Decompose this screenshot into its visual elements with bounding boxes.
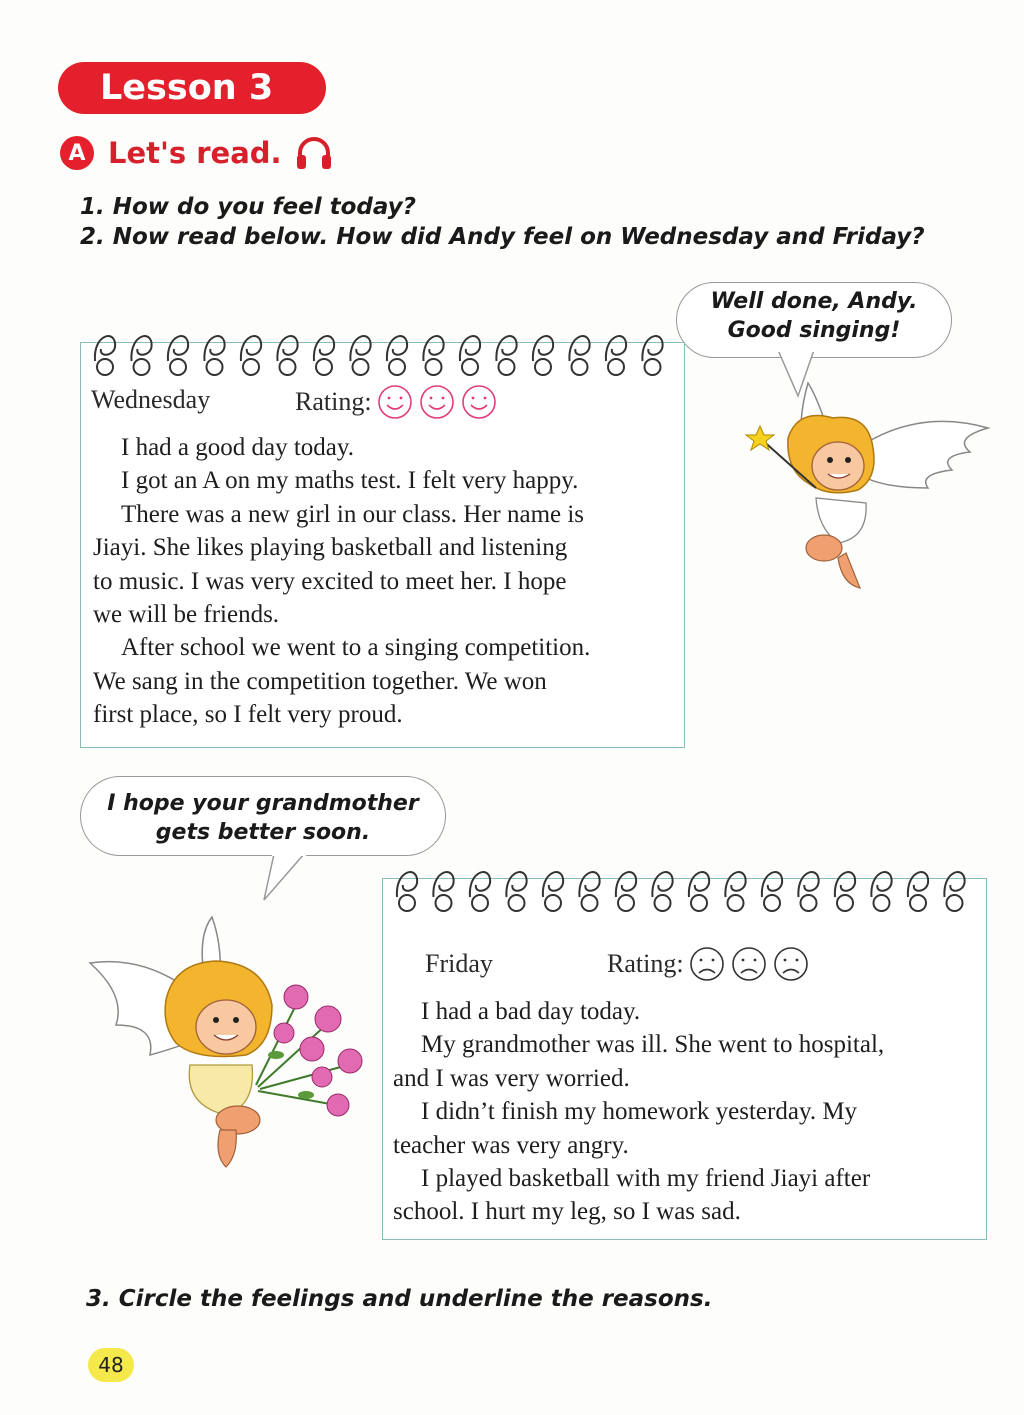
spiral-ring bbox=[460, 336, 480, 361]
paragraph-line: teacher was very angry. bbox=[393, 1131, 629, 1159]
section-heading bbox=[60, 132, 334, 174]
ring-hole bbox=[535, 359, 551, 375]
ring-hole bbox=[170, 359, 186, 375]
paragraph-line: There was a new girl in our class. Her name is bbox=[121, 500, 585, 528]
sad-face-icon bbox=[730, 945, 768, 983]
ring-hole bbox=[910, 895, 926, 911]
spiral-ring bbox=[533, 336, 553, 361]
ring-hole bbox=[462, 359, 478, 375]
paragraph-line: we will be friends. bbox=[93, 601, 280, 629]
rating-label: Rating: bbox=[607, 949, 684, 978]
smiley-face-icon bbox=[460, 383, 498, 421]
lesson-title-banner bbox=[58, 62, 326, 114]
angel-with-wand bbox=[738, 378, 994, 592]
spiral-ring bbox=[606, 336, 626, 361]
ring-hole bbox=[426, 359, 442, 375]
ring-hole bbox=[801, 895, 817, 911]
notepad-spiral-rings bbox=[81, 323, 684, 383]
bubble-top-line-2: Good singing! bbox=[727, 318, 901, 343]
ring-hole bbox=[207, 359, 223, 375]
ring-hole bbox=[134, 359, 150, 375]
ring-hole bbox=[728, 895, 744, 911]
ring-hole bbox=[399, 895, 415, 911]
ring-hole bbox=[509, 895, 525, 911]
spiral-ring bbox=[95, 336, 115, 361]
ring-hole bbox=[280, 359, 296, 375]
paragraph-line: to music. I was very excited to meet her. I hope bbox=[93, 567, 567, 595]
paragraph: I had a good day today. bbox=[121, 434, 355, 461]
paragraph-line: I played basketball with my friend Jiayi after bbox=[421, 1165, 871, 1193]
spiral-ring bbox=[496, 336, 516, 361]
question-1: 1. How do you feel today? bbox=[80, 194, 417, 220]
paragraph: I had a bad day today. bbox=[421, 998, 641, 1025]
spiral-ring bbox=[579, 872, 599, 897]
paragraph-line: Jiayi. She likes playing basketball and listening bbox=[93, 534, 568, 562]
ring-hole bbox=[837, 895, 853, 911]
bubble-bottom-tail bbox=[258, 852, 318, 904]
ring-hole bbox=[764, 895, 780, 911]
spiral-ring bbox=[725, 872, 745, 897]
smiley-face-icon bbox=[376, 383, 414, 421]
speech-bubble-top bbox=[676, 282, 952, 358]
section-title: Let's read. bbox=[108, 136, 282, 170]
speech-bubble-bottom bbox=[80, 776, 446, 856]
ring-hole bbox=[572, 359, 588, 375]
bubble-top-line-1: Well done, Andy. bbox=[710, 289, 918, 314]
bubble-bottom-line-2: gets better soon. bbox=[155, 820, 371, 845]
spiral-ring bbox=[689, 872, 709, 897]
spiral-ring bbox=[433, 872, 453, 897]
diary-text-friday bbox=[393, 995, 983, 1229]
spiral-ring bbox=[470, 872, 490, 897]
spiral-ring bbox=[506, 872, 526, 897]
spiral-ring bbox=[543, 872, 563, 897]
instruction-3: 3. Circle the feelings and underline the reasons. bbox=[86, 1286, 713, 1312]
diary-text-wednesday bbox=[93, 431, 678, 732]
ring-hole bbox=[243, 359, 259, 375]
spiral-ring bbox=[871, 872, 891, 897]
paragraph-line: We sang in the competition together. We won bbox=[93, 667, 547, 695]
spiral-ring bbox=[642, 336, 662, 361]
spiral-ring bbox=[908, 872, 928, 897]
ring-hole bbox=[582, 895, 598, 911]
spiral-ring bbox=[350, 336, 370, 361]
spiral-ring bbox=[397, 872, 417, 897]
paragraph-line: I didn’t finish my homework yesterday. My bbox=[421, 1098, 858, 1126]
spiral-ring bbox=[423, 336, 443, 361]
angel-with-flowers bbox=[86, 915, 376, 1173]
question-2: 2. Now read below. How did Andy feel on Wednesday and Friday? bbox=[80, 224, 925, 250]
spiral-ring bbox=[762, 872, 782, 897]
ring-hole bbox=[436, 895, 452, 911]
paragraph-line: After school we went to a singing competition. bbox=[121, 634, 591, 662]
spiral-ring bbox=[277, 336, 297, 361]
spiral-ring bbox=[314, 336, 334, 361]
bubble-bottom-line-1: I hope your grandmother bbox=[107, 791, 419, 816]
ring-hole bbox=[645, 359, 661, 375]
diary-wednesday bbox=[80, 342, 685, 748]
spiral-ring bbox=[241, 336, 261, 361]
page-number: 48 bbox=[88, 1348, 134, 1382]
ring-hole bbox=[353, 359, 369, 375]
ring-hole bbox=[618, 895, 634, 911]
paragraph: I got an A on my maths test. I felt very happy. bbox=[121, 467, 579, 495]
ring-hole bbox=[608, 359, 624, 375]
spiral-ring bbox=[835, 872, 855, 897]
rating-label: Rating: bbox=[295, 387, 372, 416]
ring-hole bbox=[655, 895, 671, 911]
ring-hole bbox=[691, 895, 707, 911]
smiley-face-icon bbox=[418, 383, 456, 421]
section-letter-badge: A bbox=[60, 136, 94, 170]
headphones-icon[interactable] bbox=[294, 133, 334, 173]
sad-face-icon bbox=[772, 945, 810, 983]
notepad-spiral-rings bbox=[383, 859, 986, 919]
spiral-ring bbox=[204, 336, 224, 361]
rating-wednesday bbox=[295, 383, 498, 421]
rating-friday bbox=[607, 945, 810, 983]
spiral-ring bbox=[387, 336, 407, 361]
spiral-ring bbox=[616, 872, 636, 897]
ring-hole bbox=[947, 895, 963, 911]
spiral-ring bbox=[798, 872, 818, 897]
spiral-ring bbox=[944, 872, 964, 897]
paragraph-line: My grandmother was ill. She went to hospital, bbox=[421, 1031, 885, 1059]
spiral-ring bbox=[569, 336, 589, 361]
spiral-ring bbox=[652, 872, 672, 897]
ring-hole bbox=[472, 895, 488, 911]
diary-friday bbox=[382, 878, 987, 1240]
ring-hole bbox=[499, 359, 515, 375]
paragraph-line: school. I hurt my leg, so I was sad. bbox=[393, 1198, 741, 1226]
lesson-title: Lesson 3 bbox=[100, 68, 274, 108]
ring-hole bbox=[97, 359, 113, 375]
diary-day-wednesday: Wednesday bbox=[91, 385, 211, 414]
spiral-ring bbox=[168, 336, 188, 361]
ring-hole bbox=[316, 359, 332, 375]
sad-face-icon bbox=[688, 945, 726, 983]
ring-hole bbox=[389, 359, 405, 375]
spiral-ring bbox=[131, 336, 151, 361]
ring-hole bbox=[874, 895, 890, 911]
paragraph-line: and I was very worried. bbox=[393, 1064, 630, 1092]
paragraph-line: first place, so I felt very proud. bbox=[93, 701, 403, 729]
diary-day-friday: Friday bbox=[425, 949, 493, 978]
ring-hole bbox=[545, 895, 561, 911]
